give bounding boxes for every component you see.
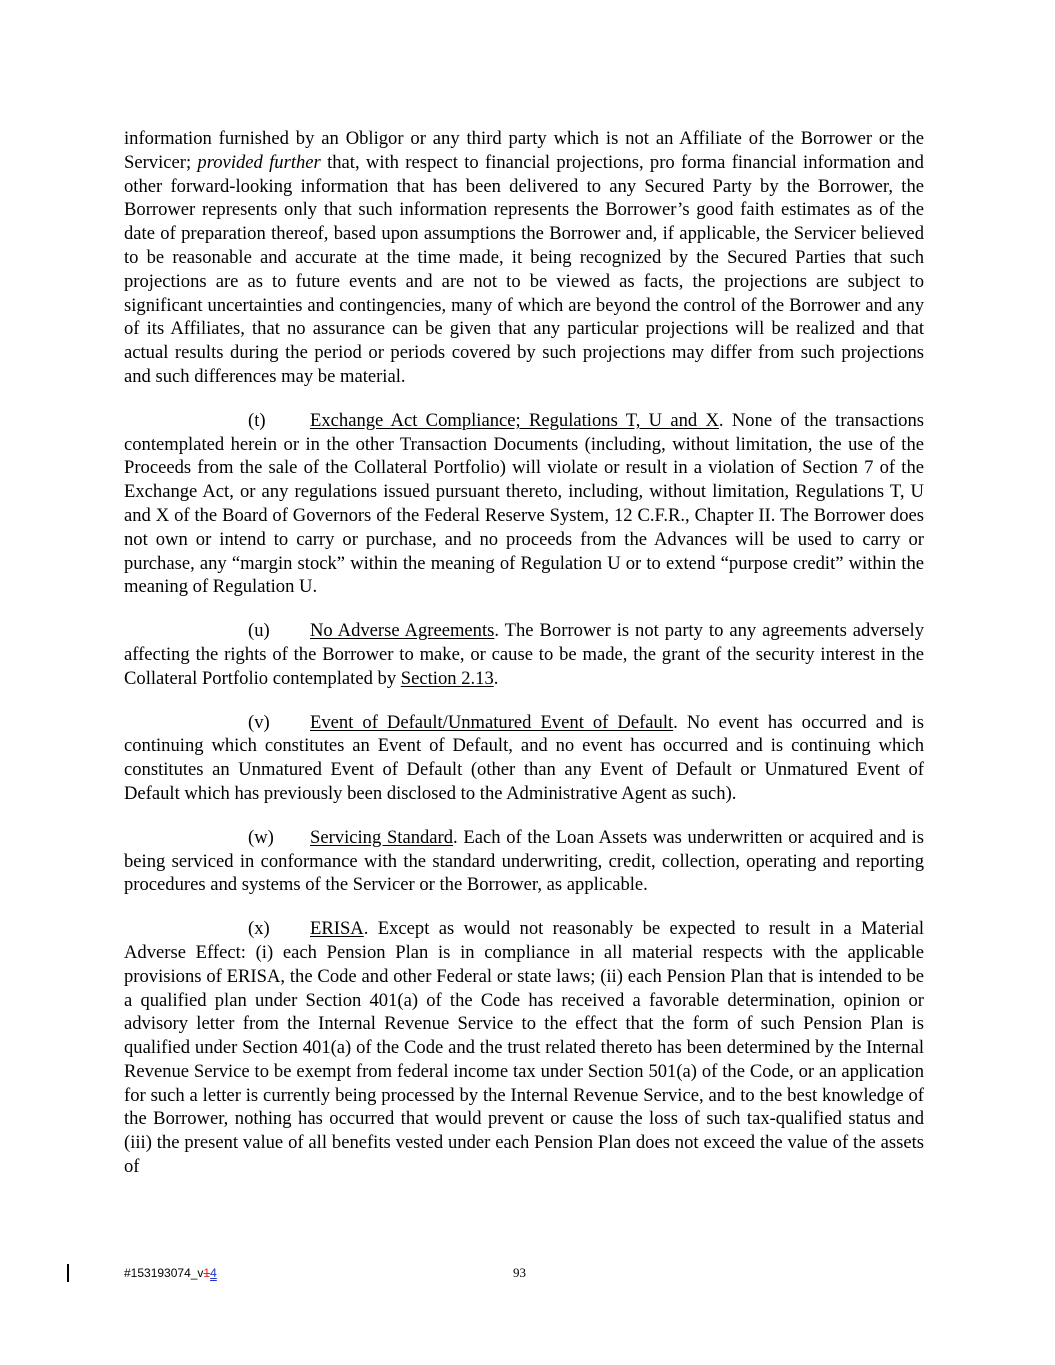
section-heading: Event of Default/Unmatured Event of Default <box>310 711 674 733</box>
section-label: (w) <box>248 826 274 848</box>
intro-text-1: information furnished by an Obligor or any third party which is not an Affiliate of the Borrower or the Servicer; <box>124 128 924 173</box>
section-tail: . <box>493 667 499 689</box>
section-t <box>124 409 924 599</box>
section-u <box>124 619 924 690</box>
intro-paragraph <box>124 127 924 389</box>
intro-text-2: that, with respect to financial projections, pro forma financial information and other forward-looking information that has been delivered to any Secured Party by the Borrower, the Borrower represents only that such information represents the Borrower’s good faith estimates as of the date of preparation thereof, based upon assumptions the Borrower and, if applicable, the Servicer believed to be reasonable and accurate at the time made, it being recognized by the Secured Parties that such projections are as to future events and are not to be viewed as facts, the projections are subject to significant uncertainties and contingencies, many of which are beyond the control of the Borrower and any of its Affiliates, that no assurance can be given that any particular projections will be realized and that actual results during the period or periods covered by such projections may differ from such projections and such differences may be material. <box>124 151 924 387</box>
section-heading: ERISA <box>310 918 364 940</box>
section-x <box>124 917 924 1179</box>
section-w <box>124 826 924 897</box>
doc-version-deleted: 1 <box>203 1266 211 1280</box>
section-heading: Servicing Standard <box>310 826 454 848</box>
section-heading: Exchange Act Compliance; Regulations T, U and X <box>310 409 719 431</box>
doc-id-prefix: #153193074_v <box>124 1266 204 1280</box>
section-label: (t) <box>248 409 266 431</box>
section-body: . The Borrower is not party to any agreements adversely affecting the rights of the Borrower to make, or cause to be made, the grant of the security interest in the Collateral Portfolio contemplated by <box>124 620 924 689</box>
section-body: . No event has occurred and is continuing which constitutes an Event of Default, and no event has occurred and is continuing which constitutes an Unmatured Event of Default (other than any Event of Default or Unmatured Event of Default which has previously been disclosed to the Administrative Agent as such). <box>124 711 924 804</box>
footer-document-id <box>124 1266 217 1280</box>
section-v <box>124 711 924 806</box>
page-number: 93 <box>513 1265 526 1280</box>
section-label: (v) <box>248 711 270 733</box>
section-body: . Except as would not reasonably be expected to result in a Material Adverse Effect: (i) each Pension Plan is in compliance in all material respects with the applicable provisions of ERISA, the Code and other Federal or state laws; (ii) each Pension Plan that is intended to be a qualified plan under Section 401(a) of the Code has received a favorable determination, opinion or advisory letter from the Internal Revenue Service to the effect that the form of such Pension Plan is qualified under Section 401(a) of the Code and the trust related thereto has been determined by the Internal Revenue Service to be exempt from federal income tax under Section 501(a) of the Code, or an application for such a letter is currently being processed by the Internal Revenue Service, and to the best knowledge of the Borrower, nothing has occurred that would prevent or cause the loss of such tax-qualified status and (iii) the present value of all benefits vested under each Pension Plan does not exceed the value of the assets of <box>124 918 924 1178</box>
section-label: (x) <box>248 918 270 940</box>
intro-italic-proviso: provided further <box>197 151 321 173</box>
section-heading: No Adverse Agreements <box>310 620 495 642</box>
section-body: . Each of the Loan Assets was underwritten or acquired and is being serviced in conformance with the standard underwriting, credit, collection, operating and reporting procedures and systems of the Servicer or the Borrower, as applicable. <box>124 826 924 896</box>
doc-version-inserted: 4 <box>210 1266 217 1280</box>
section-label: (u) <box>248 620 270 642</box>
section-reference: Section 2.13 <box>400 667 494 689</box>
change-bar-marker <box>67 1264 69 1282</box>
section-body: . None of the transactions contemplated herein or in the other Transaction Documents (including, without limitation, the use of the Proceeds from the sale of the Collateral Portfolio) will violate or result in a violation of Section 7 of the Exchange Act, or any regulations issued pursuant thereto, including, without limitation, Regulations T, U and X of the Board of Governors of the Federal Reserve System, 12 C.F.R., Chapter II. The Borrower does not own or intend to carry or purchase, and no proceeds from the Advances will be used to carry or purchase, any “margin stock” within the meaning of Regulation U or to extend “purpose credit” within the meaning of Regulation U. <box>124 409 924 598</box>
document-body <box>124 127 924 1179</box>
